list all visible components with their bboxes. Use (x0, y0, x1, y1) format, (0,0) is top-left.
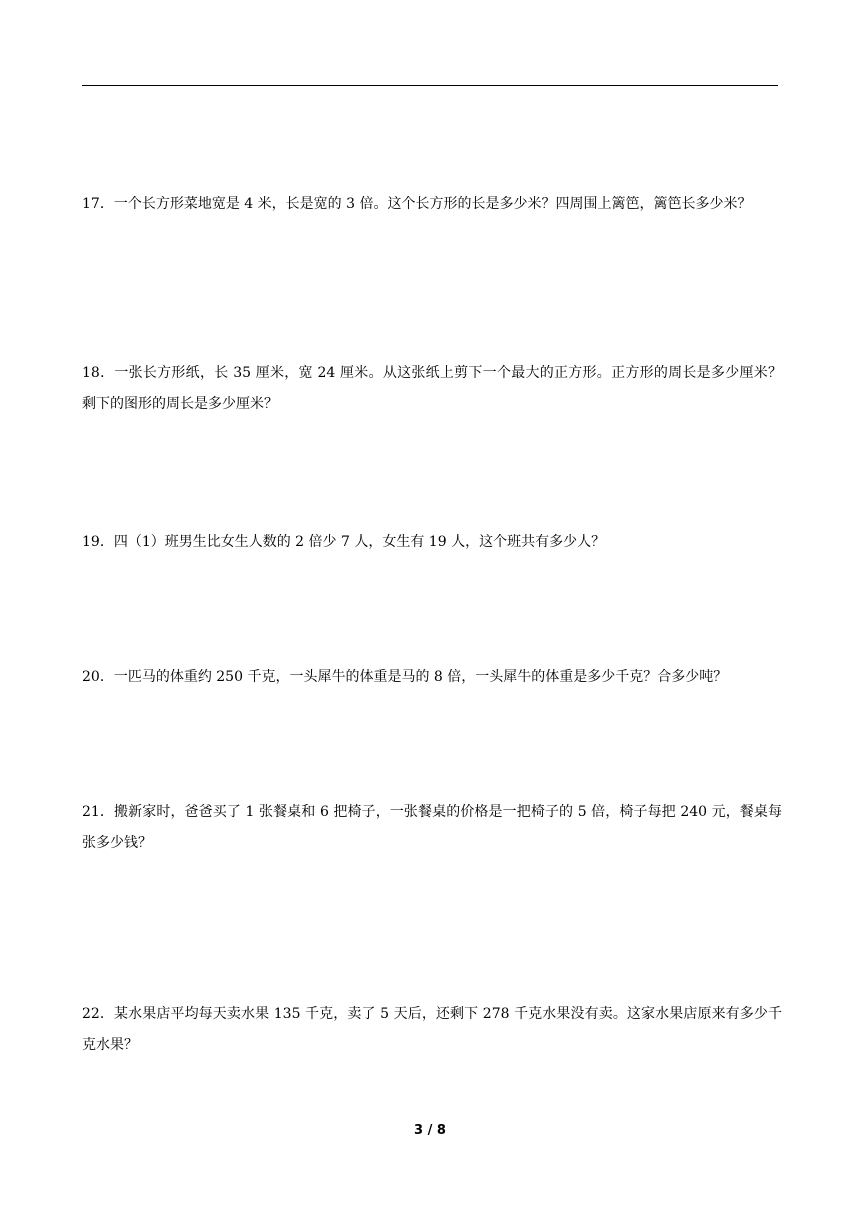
question-number: 21 (82, 804, 100, 820)
question-separator: ． (99, 365, 115, 381)
question-21 (82, 797, 782, 859)
question-17 (82, 189, 782, 220)
question-number: 17 (82, 196, 100, 212)
question-separator: ． (99, 669, 114, 685)
question-18 (82, 358, 782, 420)
question-text: 某水果店平均每天卖水果 135 千克，卖了 5 天后，还剩下 278 千克水果没有卖。这家水果店原来有多少千克水果？ (82, 1006, 782, 1053)
question-20 (82, 662, 782, 693)
question-separator: ． (99, 196, 114, 212)
question-separator: ． (99, 1006, 115, 1022)
question-19 (82, 527, 782, 558)
page-number: 3 / 8 (414, 1123, 446, 1138)
question-text: 四（1）班男生比女生人数的 2 倍少 7 人，女生有 19 人，这个班共有多少人？ (113, 534, 606, 550)
question-text: 一匹马的体重约 250 千克，一头犀牛的体重是马的 8 倍，一头犀牛的体重是多少千克？合多少吨？ (113, 669, 728, 685)
question-separator: ． (99, 534, 114, 550)
question-22 (82, 999, 782, 1061)
question-text: 搬新家时，爸爸买了 1 张餐桌和 6 把椅子，一张餐桌的价格是一把椅子的 5 倍，椅子每把 240 元，餐桌每张多少钱？ (82, 804, 783, 851)
question-separator: ． (99, 804, 115, 820)
header-rule (82, 85, 778, 86)
question-number: 20 (82, 669, 100, 685)
question-number: 22 (82, 1006, 100, 1022)
question-number: 18 (82, 365, 100, 381)
question-text: 一张长方形纸，长 35 厘米，宽 24 厘米。从这张纸上剪下一个最大的正方形。正方形的周长是多少厘米？剩下的图形的周长是多少厘米？ (82, 365, 782, 412)
question-text: 一个长方形菜地宽是 4 米，长是宽的 3 倍。这个长方形的长是多少米？四周围上篱笆，篱笆长多少米？ (113, 196, 752, 212)
question-number: 19 (82, 534, 100, 550)
